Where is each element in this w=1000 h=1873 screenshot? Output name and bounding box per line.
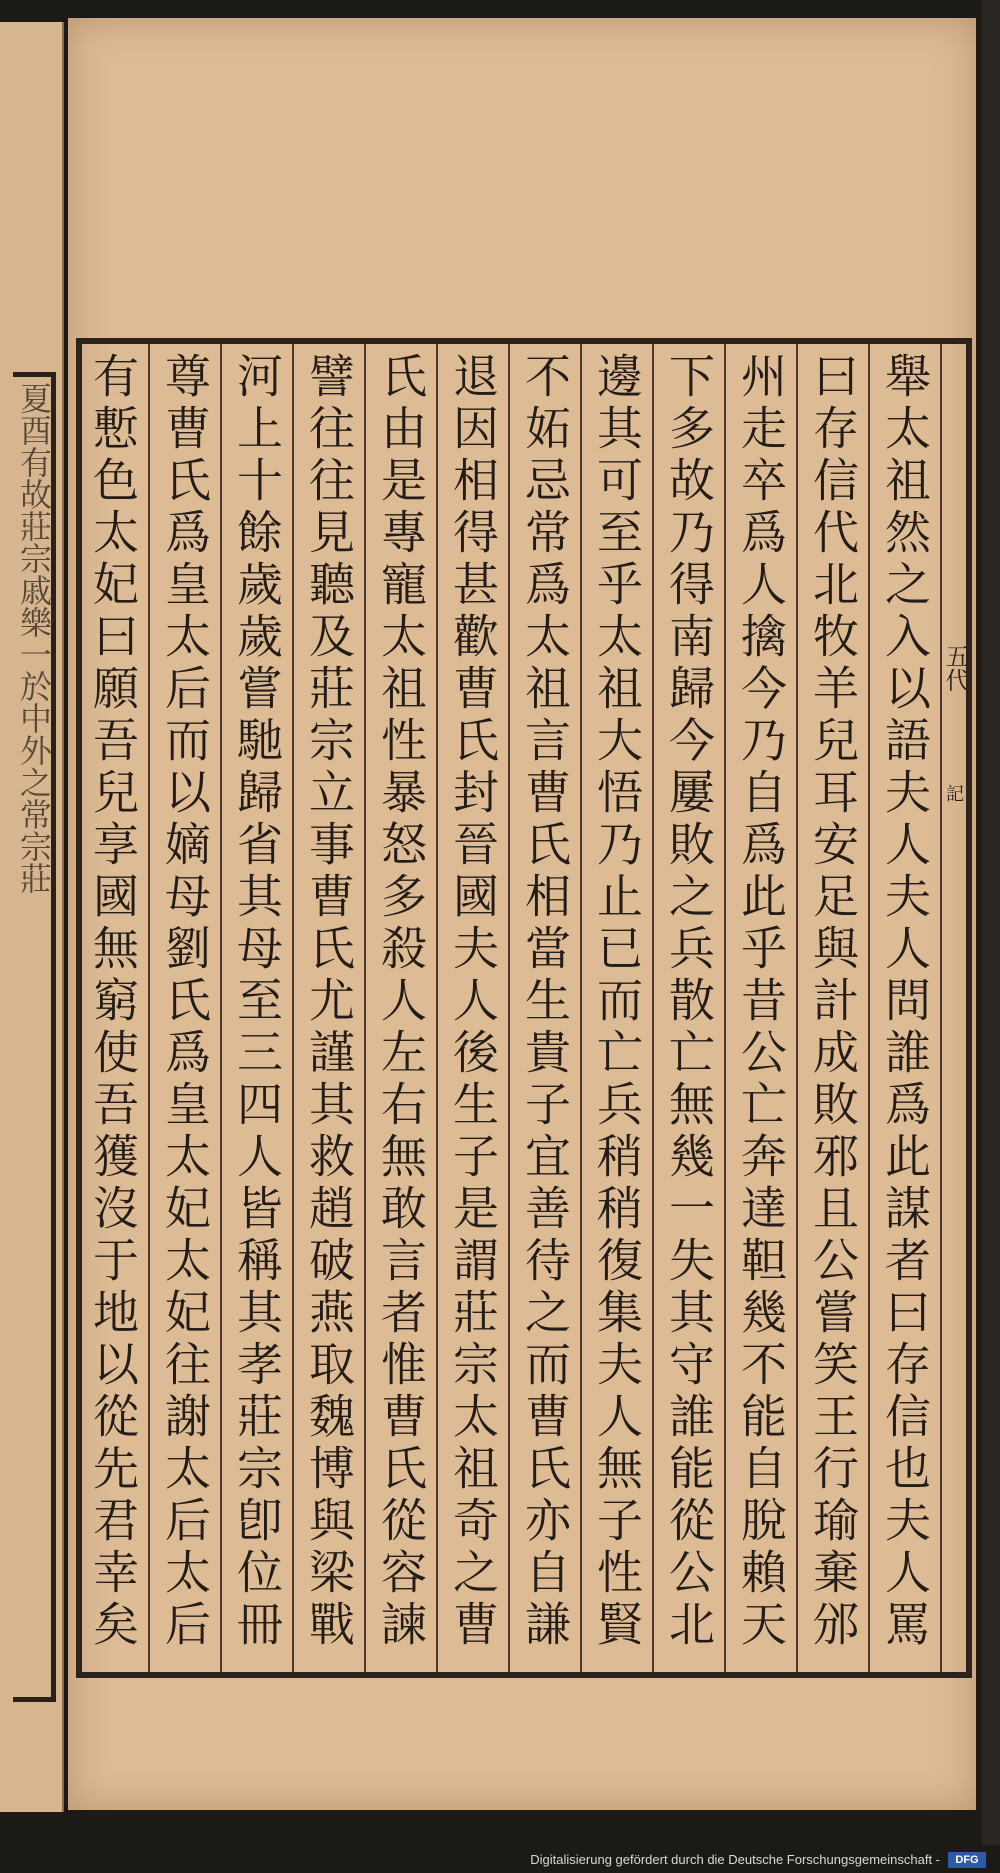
- text-column-12: 有慙色太妃曰願吾兒享國無窮使吾獲沒于地以從先君幸矣: [86, 352, 140, 1652]
- text-frame: [76, 338, 972, 1678]
- fold-mark: 記: [943, 784, 964, 802]
- fold-margin: [940, 344, 969, 1672]
- text-column-11: 尊曹氏爲皇太后而以嫡母劉氏爲皇太妃太妃往謝太后太后: [148, 344, 220, 1672]
- text-column-4: 下多故乃得南歸今屢敗之兵散亡無幾一失其守誰能從公北: [652, 344, 724, 1672]
- text-column-10: 河上十餘歲歲嘗馳歸省其母至三四人皆稱其孝莊宗卽位冊: [220, 344, 292, 1672]
- text-columns: [82, 344, 969, 1672]
- text-column-3: 州走卒爲人擒今乃自爲此乎昔公亡奔達靼幾不能自脫賴天: [724, 344, 796, 1672]
- fold-title: 五代: [941, 644, 969, 692]
- text-column-7: 退因相得甚歡曹氏封晉國夫人後生子是謂莊宗太祖奇之曹: [436, 344, 508, 1672]
- text-column-1: 舉太祖然之入以語夫人夫人問誰爲此謀者曰存信也夫人罵: [868, 344, 940, 1672]
- digitization-credit: Digitalisierung gefördert durch die Deutsche Forschungsgemeinschaft -: [530, 1852, 940, 1867]
- text-column-2: 曰存信代北牧羊兒耳安足與計成敗邪且公嘗笑王行瑜棄邠: [796, 344, 868, 1672]
- dfg-logo-icon: DFG: [948, 1852, 986, 1868]
- book-page: [68, 18, 976, 1810]
- left-page-text: 夏酉有故莊宗戚樂一於中外之常宗莊: [15, 382, 53, 894]
- footer-bar: [0, 1845, 1000, 1873]
- left-facing-page: [0, 22, 64, 1812]
- text-column-9: 譬往往見聽及莊宗立事曹氏尤謹其救趙破燕取魏博與梁戰: [292, 344, 364, 1672]
- text-column-5: 邊其可至乎太祖大悟乃止已而亡兵稍稍復集夫人無子性賢: [580, 344, 652, 1672]
- book-edge: [982, 0, 1000, 1873]
- text-column-6: 不妬忌常爲太祖言曹氏相當生貴子宜善待之而曹氏亦自謙: [508, 344, 580, 1672]
- text-column-8: 氏由是專寵太祖性暴怒多殺人左右無敢言者惟曹氏從容諫: [364, 344, 436, 1672]
